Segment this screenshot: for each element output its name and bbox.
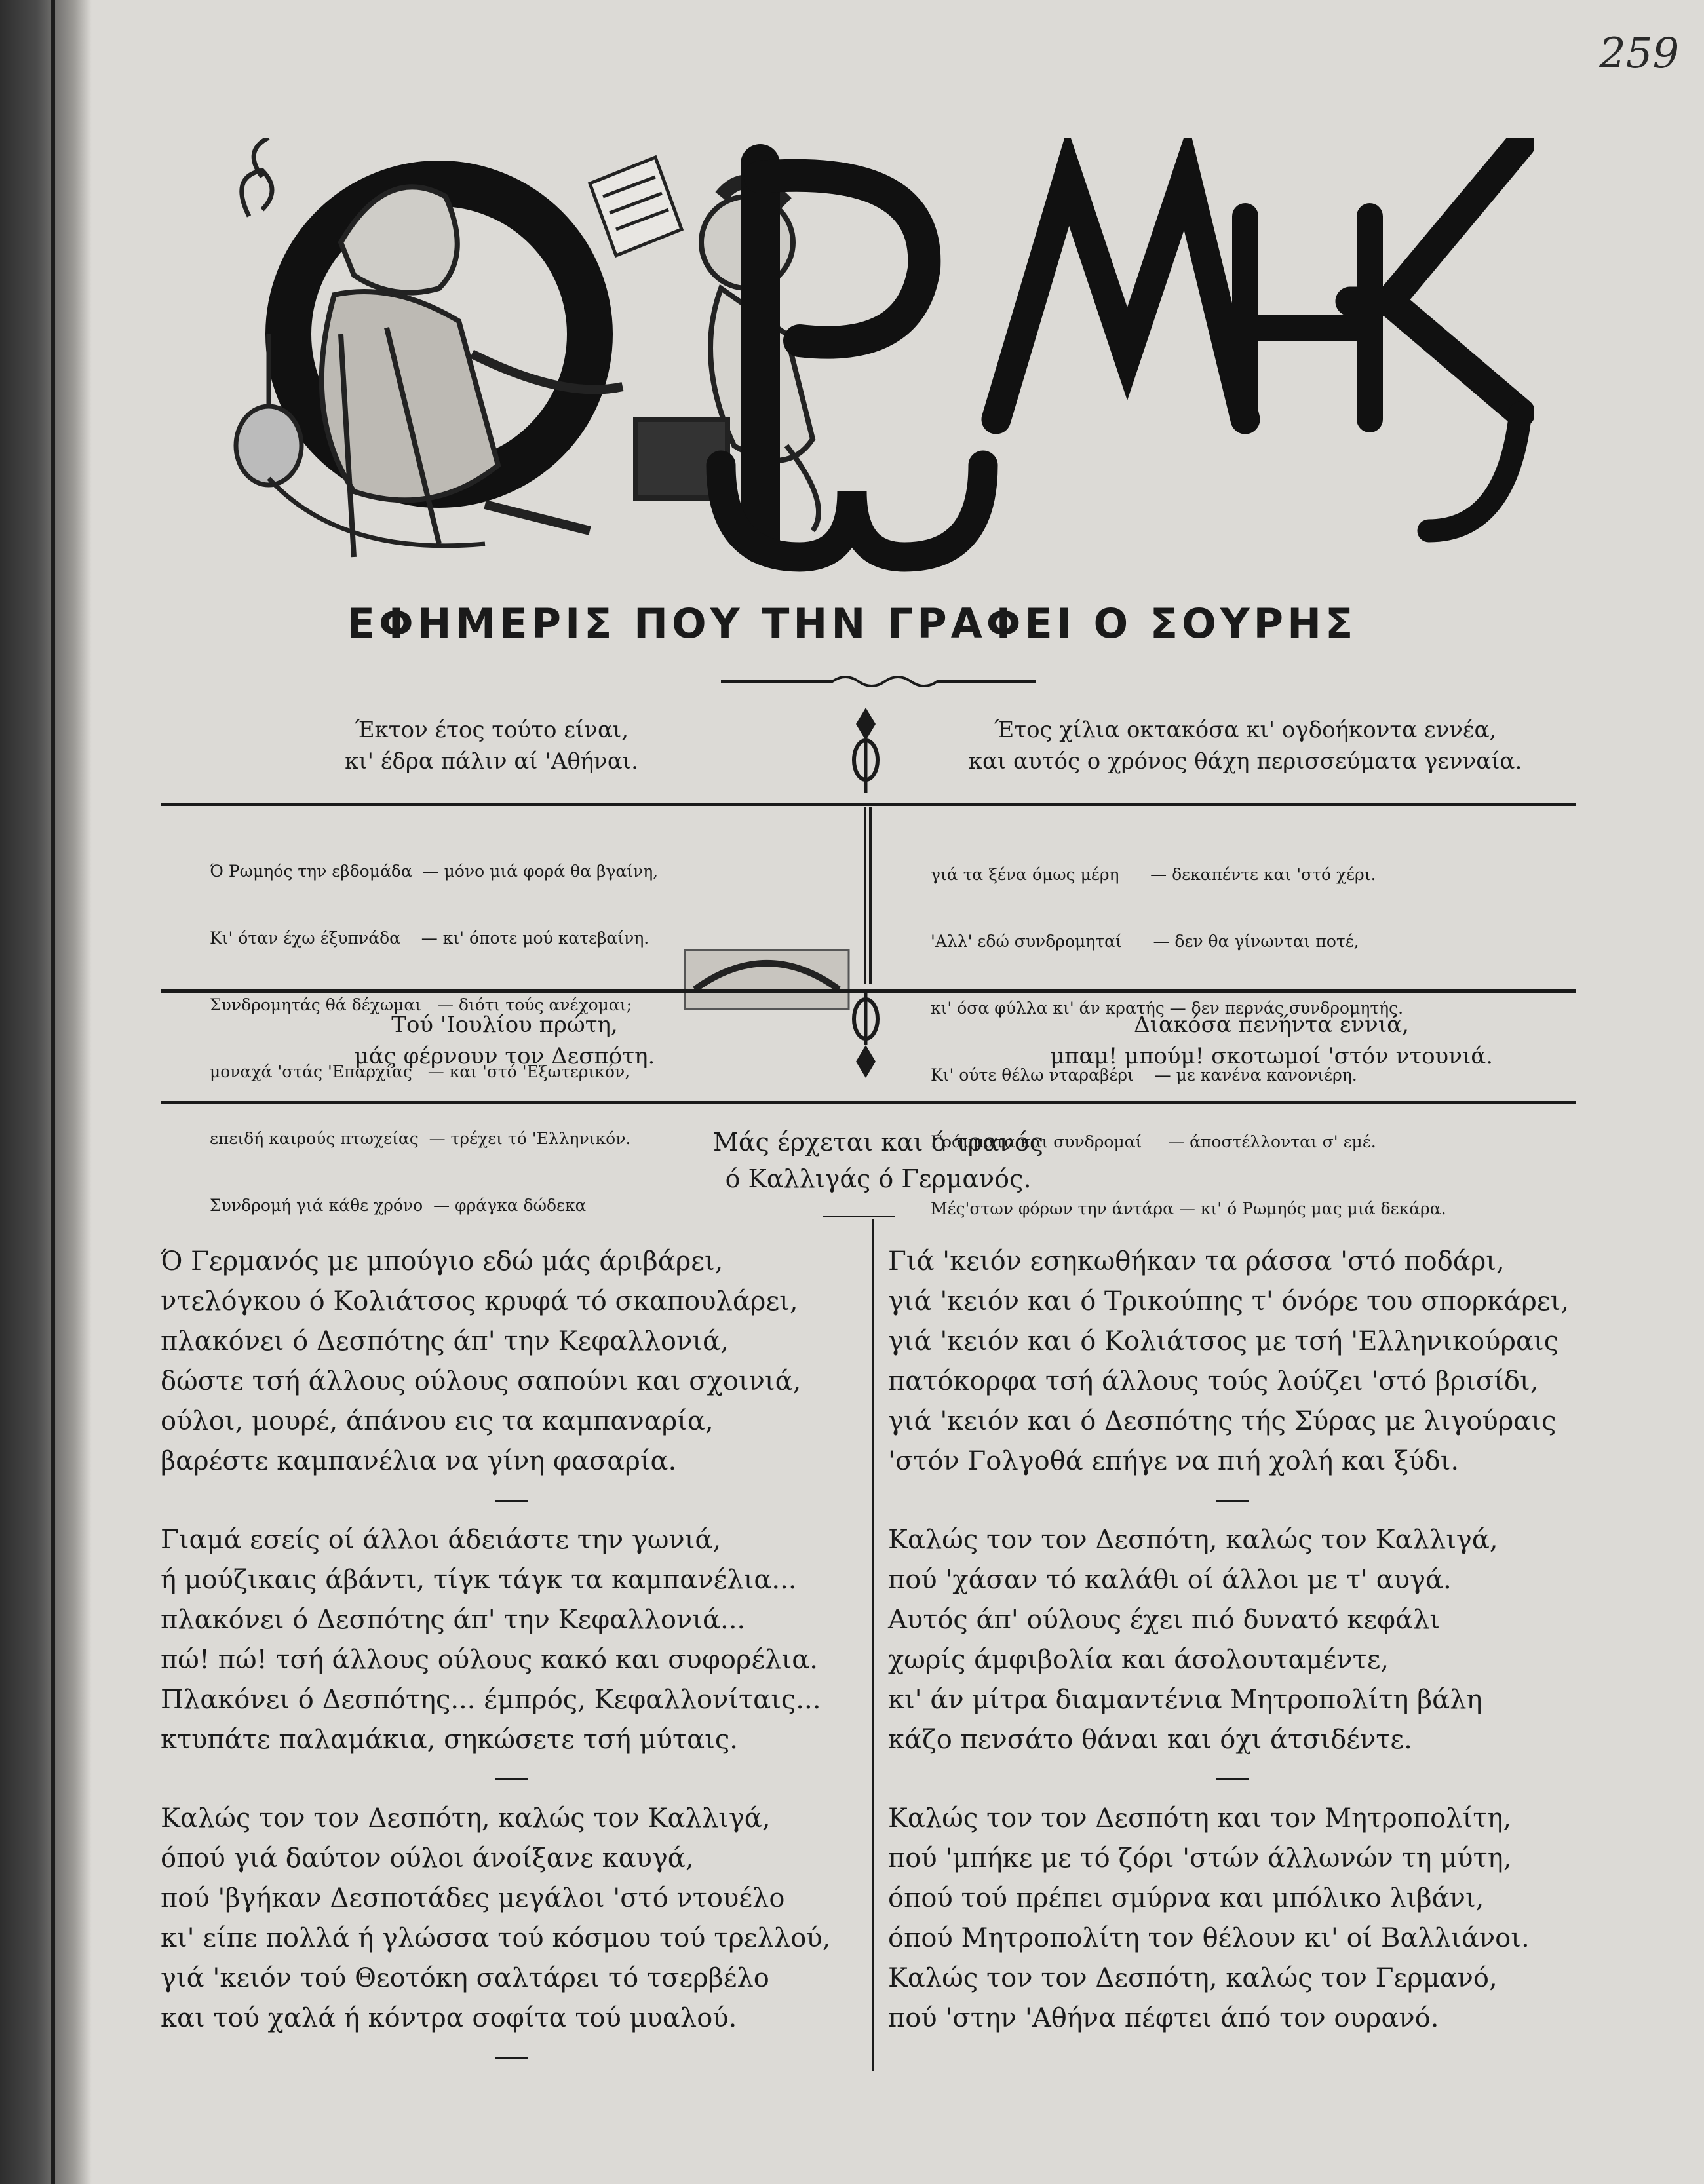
subscription-row: Μές'στων φόρων την άντάρα — κι' ό Ρωμηός μας μιά δεκάρα.: [931, 1199, 1446, 1218]
subscription-row: Συνδρομητάς θά δέχωμαι — διότι τούς ανέχομαι;: [210, 995, 632, 1014]
poem-line: πού 'βγήκαν Δεσποτάδες μεγάλοι 'στό ντουέλο: [161, 1883, 785, 1913]
poem-line: Πλακόνει ό Δεσπότης... έμπρός, Κεφαλλονίταις...: [161, 1685, 821, 1715]
center-ornament-bottom: [849, 993, 882, 1084]
poem-line: ντελόγκου ό Κολιάτσος κρυφά τό σκαπουλάρει,: [161, 1286, 798, 1316]
poem-line: κι' άν μίτρα διαμαντένια Μητροπολίτη βάλη: [888, 1685, 1482, 1715]
couplet-line: Έκτον έτος τούτο είναι,: [354, 717, 629, 743]
poem-line: Καλώς τον τον Δεσπότη, καλώς τον Καλλιγά,: [161, 1803, 771, 1833]
stanza: [888, 1242, 1583, 1482]
poem-line: όπού Μητροπολίτη τον θέλουν κι' οί Βαλλιάνοι.: [888, 1923, 1530, 1953]
stanza-separator: [495, 1500, 528, 1502]
poem-line: βαρέστε καμπανέλια να γίνη φασαρία.: [161, 1446, 677, 1476]
subscription-row: επειδή καιρούς πτωχείας — τρέχει τό 'Ελληνικόν.: [210, 1129, 631, 1148]
poem-right-column: [888, 1242, 1583, 2039]
masthead-letters: [721, 144, 1520, 557]
masthead-illustration: [223, 138, 1534, 583]
stanza-separator: [1216, 1500, 1249, 1502]
poem-line: 'στόν Γολγοθά επήγε να πιή χολή και ξύδι.: [888, 1446, 1460, 1476]
subscription-row: Κι' όταν έχω έξυπνάδα — κι' όποτε μού κατεβαίνη.: [210, 929, 649, 948]
subscription-row: Κι' ούτε θέλω νταραβέρι — με κανένα κανονιέρη.: [931, 1065, 1357, 1084]
poem-line: πατόκορφα τσή άλλους τούς λούζει 'στό βρισίδι,: [888, 1366, 1539, 1396]
couplet-line: κι' έδρα πάλιν αί 'Αθήναι.: [345, 748, 638, 775]
poem-line: Ό Γερμανός με μπούγιο εδώ μάς άριβάρει,: [161, 1246, 724, 1276]
subscription-row: Συνδρομή γιά κάθε χρόνο — φράγκα δώδεκα: [210, 1196, 587, 1215]
subscription-row: κι' όσα φύλλα κι' άν κρατής — δεν περνάς συνδρομητής.: [931, 999, 1404, 1018]
subscription-row: μοναχά 'στάς 'Επαρχίας — και 'στό 'Εξωτερικόν,: [210, 1062, 630, 1081]
couplet-line: μπαμ! μπούμ! σκοτωμοί 'στόν ντουνιά.: [1050, 1043, 1493, 1069]
poem-line: κτυπάτε παλαμάκια, σηκώσετε τσή μύταις.: [161, 1725, 738, 1755]
subscription-row: γιά τα ξένα όμως μέρη — δεκαπέντε και 'στό χέρι.: [931, 865, 1376, 884]
poem-line: πώ! πώ! τσή άλλους ούλους κακό και συφορέλια.: [161, 1645, 818, 1675]
stanza: [161, 1242, 855, 1482]
left-date-couplet: [275, 1009, 734, 1072]
left-couplet: [236, 714, 747, 777]
poem-line: ή μούζικαις άβάντι, τίγκ τάγκ τα καμπανέλια...: [161, 1565, 797, 1595]
book-binding-shadow: [0, 0, 92, 2184]
page-number: 259: [1599, 29, 1680, 78]
stanza: [161, 1520, 855, 1760]
poem-line: γιά 'κειόν και ό Κολιάτσος με τσή 'Ελληνικούραις: [888, 1326, 1559, 1356]
couplet-line: Τού 'Ιουλίου πρώτη,: [391, 1012, 618, 1038]
poem-line: πλακόνει ό Δεσπότης άπ' την Κεφαλλονιά,: [161, 1326, 729, 1356]
couplet-line: και αυτός ο χρόνος θάχη περισσεύματα γενναία.: [968, 748, 1522, 775]
stanza: [161, 1799, 855, 2039]
poem-line: κάζο πενσάτο θάναι και όχι άτσιδέντε.: [888, 1725, 1412, 1755]
right-couplet: [931, 714, 1560, 777]
couplet-line: μάς φέρνουν τον Δεσπότη.: [354, 1043, 655, 1069]
poem-line: ούλοι, μουρέ, άπάνου εις τα καμπαναρία,: [161, 1406, 714, 1436]
center-ornament-top: [849, 708, 882, 793]
masthead-subtitle: ΕΦΗΜΕΡΙΣ ΠΟΥ ΤΗΝ ΓΡΑΦΕΙ Ο ΣΟΥΡΗΣ: [347, 600, 1357, 647]
header-rule-top: [161, 803, 1576, 806]
poem-line: χωρίς άμφιβολία και άσολουταμέντε,: [888, 1645, 1389, 1675]
header-center-divider: [869, 807, 872, 984]
poem-line: Καλώς τον τον Δεσπότη, καλώς τον Καλλιγά,: [888, 1525, 1498, 1555]
poem-line: πλακόνει ό Δεσπότης άπ' την Κεφαλλονιά...: [161, 1605, 746, 1635]
subscription-row: Ό Ρωμηός την εβδομάδα — μόνο μιά φορά θα βγαίνη,: [210, 862, 659, 881]
poem-line: γιά 'κειόν και ό Τρικούπης τ' όνόρε του σπορκάρει,: [888, 1286, 1570, 1316]
couplet-line: Έτος χίλια οκτακόσα κι' ογδοήκοντα εννέα,: [994, 717, 1497, 743]
poem-line: όπού τού πρέπει σμύρνα και μπόλικο λιβάνι,: [888, 1883, 1484, 1913]
masthead: [223, 138, 1534, 583]
intro-line: ό Καλλιγάς ό Γερμανός.: [725, 1164, 1032, 1193]
stanza-separator: [495, 1778, 528, 1780]
poem-line: όπού γιά δαύτον ούλοι άνοίξανε καυγά,: [161, 1843, 694, 1873]
intro-rule: [823, 1216, 895, 1217]
poem-line: κι' είπε πολλά ή γλώσσα τού κόσμου τού τρελλού,: [161, 1923, 831, 1953]
poem-line: Καλώς τον τον Δεσπότη και τον Μητροπολίτη,: [888, 1803, 1512, 1833]
poem-line: πού 'στην 'Αθήνα πέφτει άπό τον ουρανό.: [888, 2003, 1439, 2033]
intro-couplet: [551, 1124, 1206, 1197]
poem-line: πού 'χάσαν τό καλάθι οί άλλοι με τ' αυγά.: [888, 1565, 1452, 1595]
stanza: [888, 1520, 1583, 1760]
ornament-flourish: [721, 668, 1036, 695]
poem-line: γιά 'κειόν και ό Δεσπότης τής Σύρας με λιγούραις: [888, 1406, 1557, 1436]
poem-line: Καλώς τον τον Δεσπότη, καλώς τον Γερμανό,: [888, 1963, 1498, 1993]
header-rule-bottom: [161, 1101, 1576, 1104]
header-center-divider: [864, 807, 866, 984]
newspaper-illustration: [590, 157, 682, 256]
couplet-line: Διακόσα πενήντα εννιά,: [1134, 1012, 1409, 1038]
poem-line: πού 'μπήκε με τό ζόρι 'στών άλλωνών τη μύτη,: [888, 1843, 1512, 1873]
intro-line: Μάς έρχεται και ό τρανός: [713, 1128, 1043, 1157]
postage-stamp-mark: [682, 944, 852, 1016]
poem-line: δώστε τσή άλλους ούλους σαπούνι και σχοινιά,: [161, 1366, 802, 1396]
right-date-couplet: [983, 1009, 1560, 1072]
poem-left-column: [161, 1242, 855, 2077]
poem-line: γιά 'κειόν τού Θεοτόκη σαλτάρει τό τσερβέλο: [161, 1963, 769, 1993]
column-divider: [872, 1219, 874, 2071]
stanza-separator: [495, 2057, 528, 2059]
stanza-separator: [1216, 1778, 1249, 1780]
subscription-row: 'Αλλ' εδώ συνδρομηταί — δεν θα γίνωνται ποτέ,: [931, 932, 1359, 951]
stanza: [888, 1799, 1583, 2039]
poem-line: και τού χαλά ή κόντρα σοφίτα τού μυαλού.: [161, 2003, 737, 2033]
poem-line: Γιαμά εσείς οί άλλοι άδειάστε την γωνιά,: [161, 1525, 722, 1555]
poem-line: Γιά 'κειόν εσηκωθήκαν τα ράσσα 'στό ποδάρι,: [888, 1246, 1505, 1276]
subscription-row: Γράμματα και συνδρομαί — άποστέλλονται σ' εμέ.: [931, 1132, 1376, 1151]
binding-edge: [51, 0, 55, 2184]
poem-line: Αυτός άπ' ούλους έχει πιό δυνατό κεφάλι: [888, 1605, 1441, 1635]
